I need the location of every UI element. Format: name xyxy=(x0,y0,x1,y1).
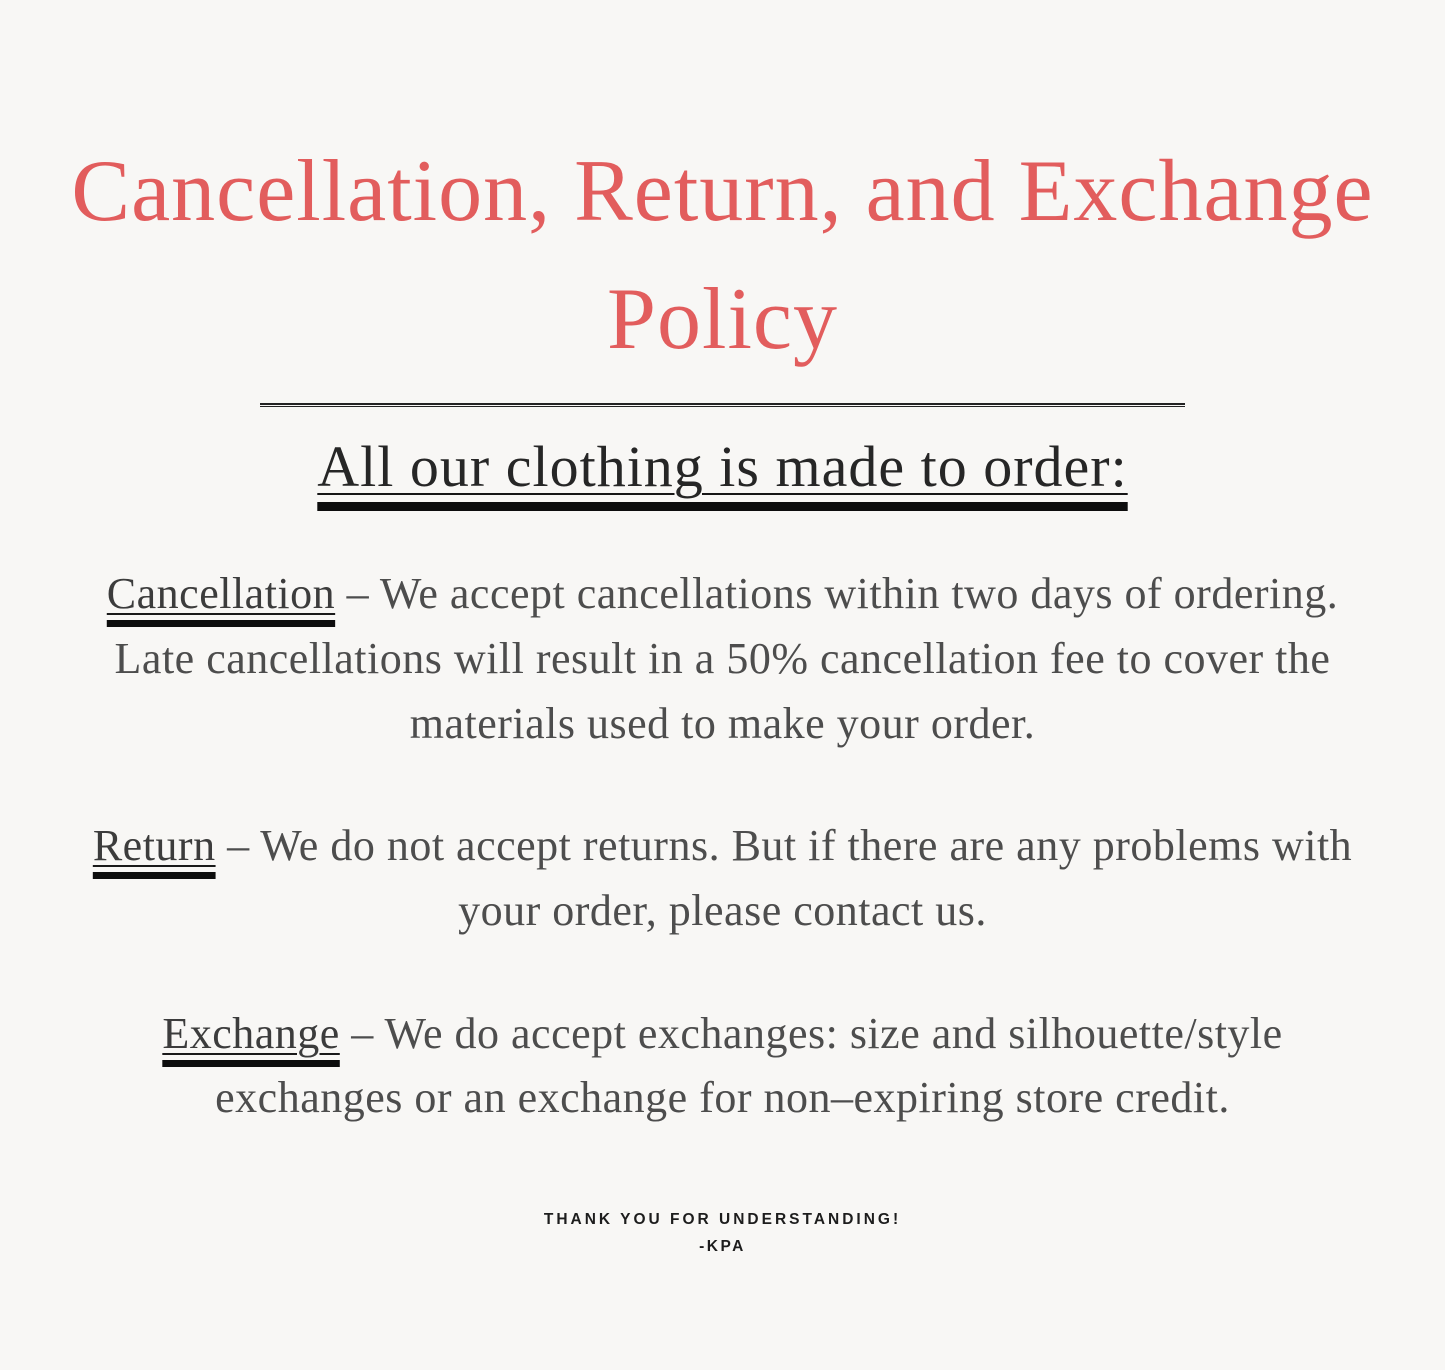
policy-keyword: Exchange xyxy=(162,1008,340,1058)
made-to-order-heading xyxy=(0,433,1445,500)
policy-keyword-underline xyxy=(162,1009,339,1058)
policy-item-return xyxy=(65,814,1380,943)
policy-text: – We do accept exchanges: size and silhouette/style exchanges or an exchange for non–expiring store credit. xyxy=(215,1008,1283,1123)
footer xyxy=(0,1211,1445,1256)
title-line-1: Cancellation, Return, and Exchange xyxy=(71,143,1374,240)
policy-text: – We do not accept returns. But if there are any problems with your order, please contact us. xyxy=(227,821,1353,935)
title-divider xyxy=(260,403,1185,407)
title-line-2: Policy xyxy=(607,270,838,368)
policy-title xyxy=(0,128,1445,383)
policy-keyword-underline xyxy=(107,569,335,618)
made-to-order-underline xyxy=(317,434,1127,499)
policy-text: – We accept cancellations within two days of ordering. Late cancellations will result in a 50% cancellation fee to cover the materials used to make your order. xyxy=(114,569,1339,748)
policy-keyword: Cancellation xyxy=(106,569,336,619)
footer-thanks: THANK YOU FOR UNDERSTANDING! xyxy=(543,1210,902,1228)
policy-keyword: Return xyxy=(92,821,216,871)
policy-item-exchange xyxy=(65,1002,1380,1131)
policy-keyword-underline xyxy=(93,821,216,870)
footer-signature: -KPA xyxy=(699,1237,746,1255)
made-to-order-text: All our clothing is made to order: xyxy=(317,434,1128,500)
policy-item-cancellation xyxy=(65,562,1380,756)
